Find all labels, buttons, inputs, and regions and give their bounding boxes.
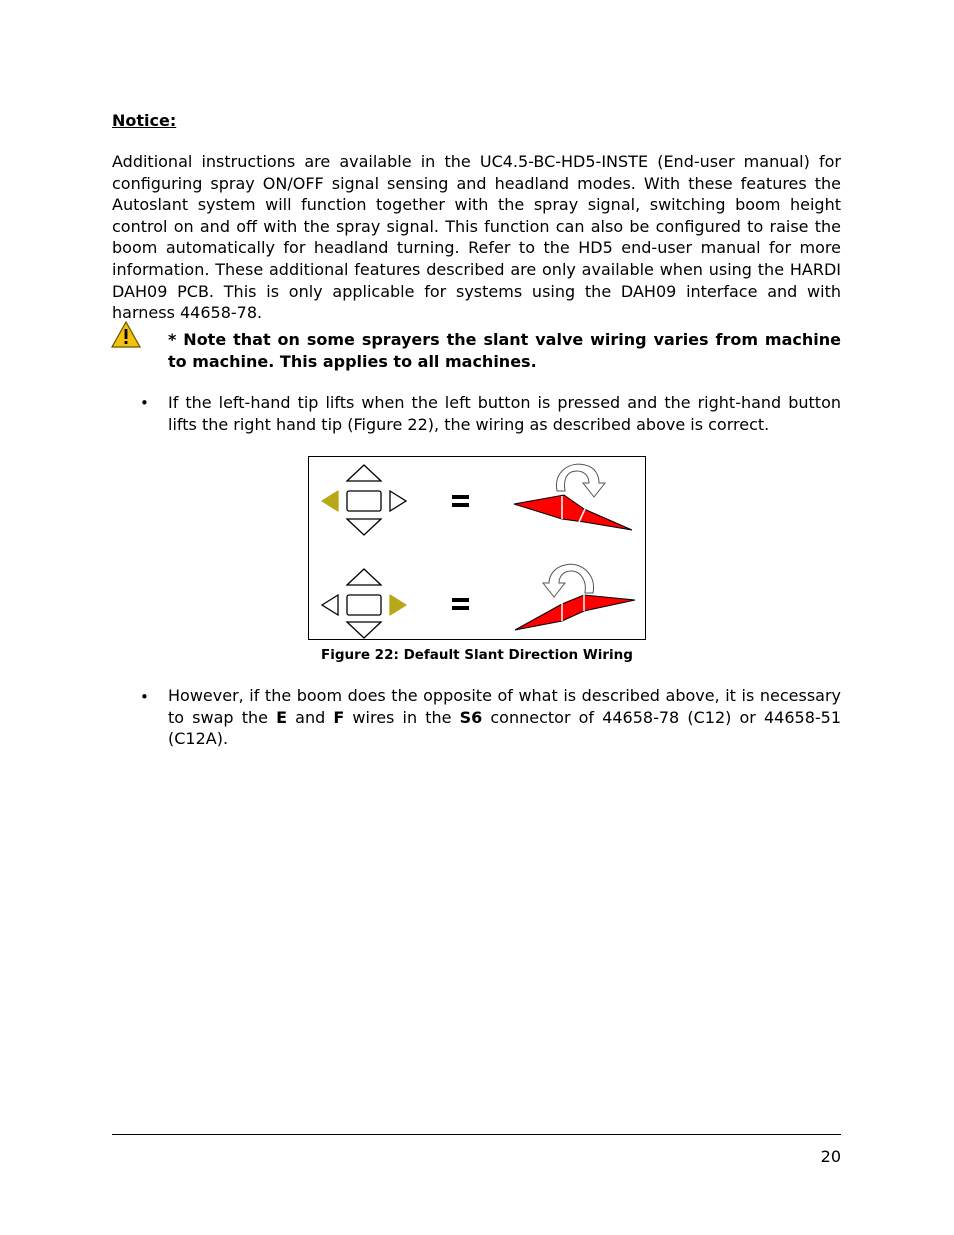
equals-sign-2	[452, 598, 469, 610]
button-up	[347, 569, 381, 585]
page-number: 20	[820, 1147, 841, 1166]
button-pad-right-pressed	[322, 569, 406, 638]
button-up	[347, 465, 381, 481]
rotation-arrow-icon	[556, 464, 605, 497]
notice-paragraph: Additional instructions are available in the UC4.5-BC-HD5-INSTE (End-user manual) for configuring spray ON/OFF signal sensing and headland modes. With these features the Autoslant system will function together with the spray signal, switching boom height control on and off with the spray signal. This function can also be configured to raise the boom automatically for headland turning. Refer to the HD5 end-user manual for more information. These additional features described are only available when using the HARDI DAH09 PCB. This is only applicable for systems using the DAH09 interface and with harness 44658-78.	[112, 152, 841, 323]
text-run: wires in the	[344, 707, 460, 727]
text-run: However, if the boom does the opposite of what is described above, it is necessary to swap the	[168, 686, 841, 727]
boom-left-tip-up	[514, 464, 632, 530]
button-center	[347, 595, 381, 615]
button-center	[347, 491, 381, 511]
figure-slant-direction	[308, 456, 646, 640]
button-down	[347, 519, 381, 535]
text-run: connector of 44658-78 (C12) or 44658-51 (C12A).	[168, 707, 842, 749]
footer-divider	[112, 1134, 841, 1135]
text-run: and	[287, 707, 334, 727]
wire-e-label: E	[276, 707, 288, 727]
wire-f-label: F	[333, 707, 345, 727]
button-right-pressed	[390, 595, 406, 615]
bullet-item-swap-wires	[168, 685, 841, 750]
button-left-pressed	[322, 491, 338, 511]
boom-right-tip-up	[515, 564, 635, 630]
button-right	[390, 491, 406, 511]
figure-caption: Figure 22: Default Slant Direction Wiring	[321, 647, 633, 663]
equals-sign-1	[452, 495, 469, 507]
warning-triangle-icon	[111, 321, 141, 348]
button-left	[322, 595, 338, 615]
connector-s6-label: S6	[459, 707, 483, 727]
notice-heading: Notice:	[112, 111, 177, 130]
warning-note: * Note that on some sprayers the slant valve wiring varies from machine to machine. This applies to all machines.	[168, 330, 841, 371]
bullet-marker: •	[140, 688, 149, 706]
bullet-item-correct-wiring: If the left-hand tip lifts when the left button is pressed and the right-hand button lifts the right hand tip (Figure 22), the wiring as described above is correct.	[168, 393, 841, 434]
button-pad-left-pressed	[322, 465, 406, 535]
button-down	[347, 622, 381, 638]
bullet-marker: •	[140, 394, 149, 412]
rotation-arrow-icon	[543, 564, 594, 597]
